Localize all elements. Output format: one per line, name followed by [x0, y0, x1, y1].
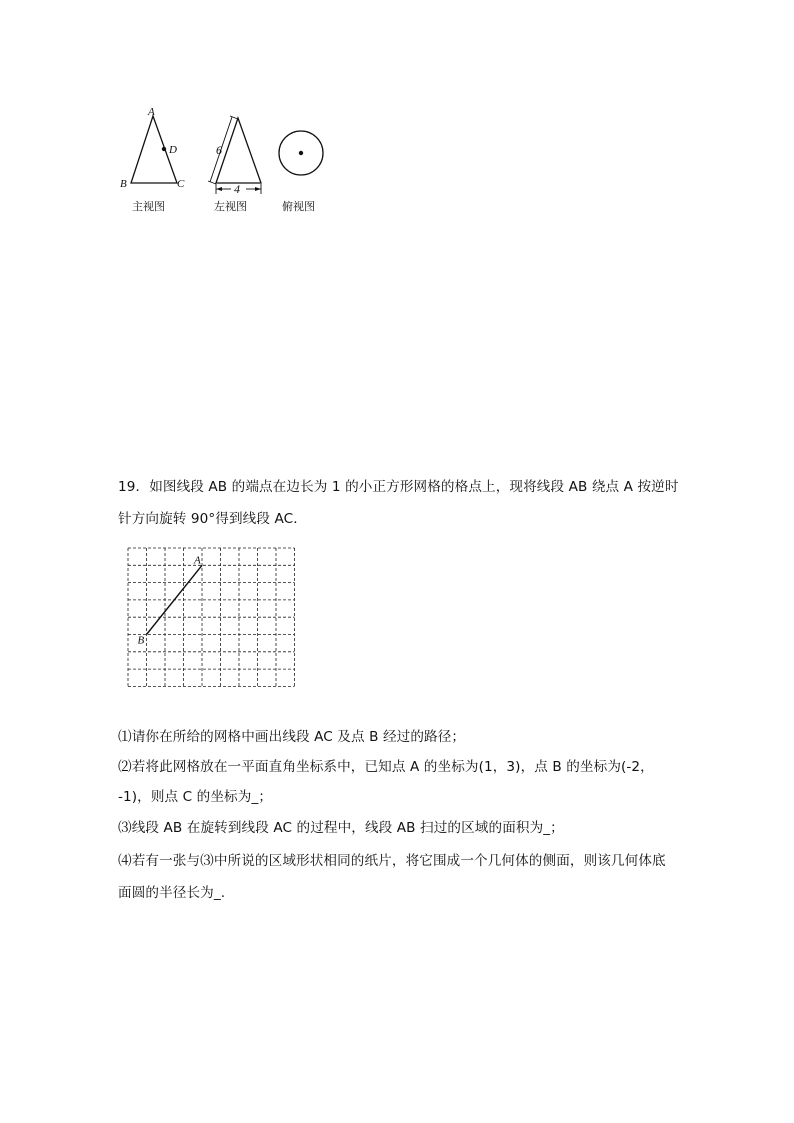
part-4-text-line-2: 面圆的半径长为_. — [118, 885, 226, 901]
base-arrow-right — [255, 187, 261, 191]
part-1-text: ⑴请你在所给的网格中画出线段 AC 及点 B 经过的路径； — [118, 729, 466, 745]
part-2-text-line-2: -1)，则点 C 的坐标为_； — [118, 789, 273, 805]
front-view — [120, 106, 185, 190]
grid-drawing — [126, 546, 298, 688]
label-b: B — [120, 178, 127, 190]
part-3-text: ⑶线段 AB 在旋转到线段 AC 的过程中，线段 AB 扫过的区域的面积为_； — [118, 820, 564, 836]
left-view-caption: 左视图 — [214, 200, 247, 213]
top-view-caption: 俯视图 — [282, 200, 315, 213]
grid-label-a: A — [194, 554, 201, 567]
base-arrow-left — [216, 187, 222, 191]
top-view-center-dot — [299, 151, 303, 155]
part-4-text-line-1: ⑷若有一张与⑶中所说的区域形状相同的纸片，将它围成一个几何体的侧面，则该几何体底 — [118, 853, 666, 869]
base-length-label: 4 — [234, 182, 240, 196]
label-a: A — [148, 106, 155, 118]
label-d: D — [169, 144, 177, 156]
grid-figure — [126, 546, 298, 688]
point-d-dot — [162, 147, 166, 151]
slant-length-label: 6 — [216, 143, 222, 157]
left-view-triangle — [216, 118, 261, 183]
question-stem-line-2: 针方向旋转 90°得到线段 AC． — [118, 511, 307, 527]
question-stem-line-1: 19．如图线段 AB 的端点在边长为 1 的小正方形网格的格点上，现将线段 AB 绕点 A 按逆时 — [118, 479, 679, 495]
part-2-text-line-1: ⑵若将此网格放在一平面直角坐标系中，已知点 A 的坐标为(1，3)，点 B 的坐标为(-2， — [118, 759, 654, 775]
front-view-caption: 主视图 — [132, 200, 165, 213]
three-views-drawing — [112, 100, 342, 200]
grid-label-b: B — [137, 634, 145, 647]
slant-tick-bottom — [208, 181, 216, 184]
label-c: C — [177, 178, 185, 190]
left-view — [208, 116, 261, 196]
top-view — [279, 131, 323, 175]
three-views-figure — [112, 100, 342, 220]
